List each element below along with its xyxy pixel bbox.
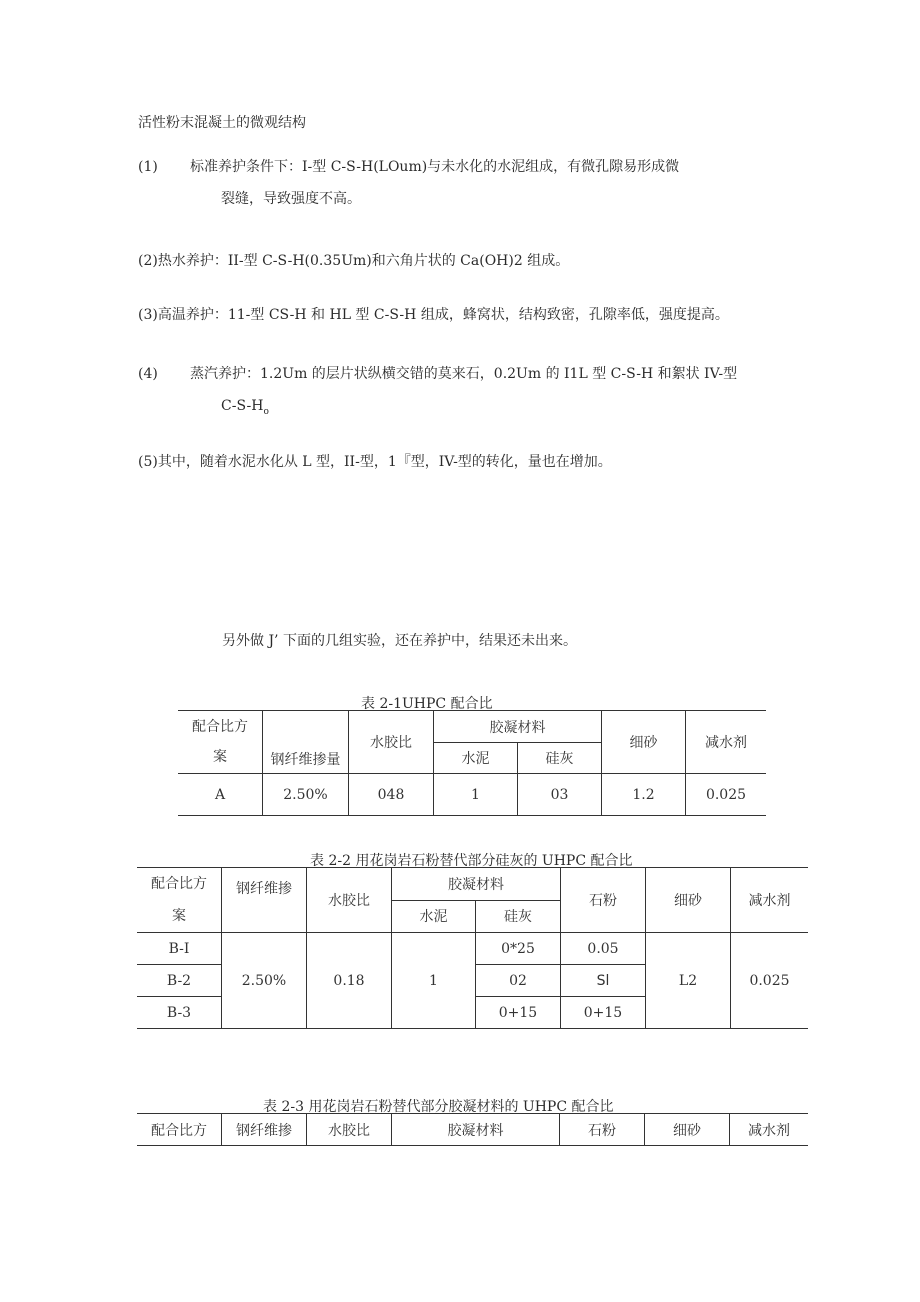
table-cell: B-3: [137, 997, 222, 1029]
item-number: (4): [138, 366, 158, 382]
note-text: 另外做 J’ 下面的几组实验，还在养护中，结果还未出来。: [222, 633, 577, 649]
header-cell: 钢纤维掺量: [263, 711, 349, 774]
header-cell: 减水剂: [731, 868, 809, 933]
item-number: (1): [138, 159, 158, 175]
table-row: [178, 774, 766, 816]
item-text-continued: 裂缝，导致强度不高。: [221, 191, 361, 207]
header-cell: 胶凝材料: [392, 868, 561, 901]
header-text: 配合比方: [192, 719, 248, 735]
table-cell: A: [178, 774, 263, 816]
mix-table-2-1: [178, 710, 766, 816]
header-cell: 钢纤维掺: [222, 868, 307, 933]
item-text: (2)热水养护：II-型 C-S-H(0.35Um)和六角片状的 Ca(OH)2 组成。: [138, 253, 570, 269]
table-cell: L2: [646, 933, 731, 1029]
header-cell: 减水剂: [686, 711, 767, 774]
table-cell: 1: [392, 933, 476, 1029]
item-text-continued: [221, 397, 269, 421]
item-text: (3)高温养护：11-型 CS-H 和 HL 型 C-S-H 组成，蜂窝状，结构致密，孔隙率低，强度提高。: [138, 307, 729, 323]
table-cell: 2.50%: [263, 774, 349, 816]
table-cell: 1.2: [602, 774, 686, 816]
header-cell: 水胶比: [349, 711, 434, 774]
item-text: 蒸汽养护：1.2Um 的层片状纵横交错的莫来石，0.2Um 的 I1L 型 C-S-H 和絮状 IV-型: [190, 366, 738, 382]
table-cell: 0.025: [749, 972, 790, 989]
table-cell: 03: [518, 774, 602, 816]
table-caption: 表 2-2 用花岗岩石粉替代部分硅灰的 UHPC 配合比: [310, 853, 633, 869]
header-cell: 硅灰: [518, 743, 602, 774]
table-cell: 0+15: [476, 997, 561, 1029]
mix-table-2-3: [137, 1113, 808, 1146]
table-cell: 0+15: [561, 997, 646, 1029]
header-cell: 水泥: [434, 743, 518, 774]
table-cell: 048: [349, 774, 434, 816]
item-text: 标准养护条件下：I-型 C-S-H(LOum)与未水化的水泥组成，有微孔隙易形成微: [190, 159, 680, 175]
header-cell: 细砂: [646, 868, 731, 933]
header-cell: 胶凝材料: [392, 1114, 560, 1146]
header-text: 案: [172, 908, 186, 924]
table-cell: 0.18: [307, 933, 392, 1029]
header-cell: 细砂: [602, 711, 686, 774]
header-cell: 钢纤维掺: [222, 1114, 307, 1146]
table-row: [137, 933, 808, 965]
formula-text: C-S-H: [221, 398, 264, 414]
header-cell: [137, 868, 222, 933]
table-cell: 02: [476, 965, 561, 997]
header-cell: 水泥: [392, 900, 476, 933]
table-cell: 0.05: [561, 933, 646, 965]
table-cell: B-I: [137, 933, 222, 965]
table-cell: 0*25: [476, 933, 561, 965]
header-cell: 石粉: [560, 1114, 645, 1146]
header-cell: 石粉: [561, 868, 646, 933]
header-cell: 细砂: [645, 1114, 730, 1146]
table-cell: Sl: [561, 965, 646, 997]
table-caption: 表 2-1UHPC 配合比: [361, 696, 493, 712]
header-cell: 水胶比: [307, 1114, 392, 1146]
table-cell: 2.50%: [222, 933, 307, 1029]
header-cell: 配合比方: [137, 1114, 222, 1146]
header-text: 配合比方: [151, 876, 207, 892]
table-cell: B-2: [137, 965, 222, 997]
table-caption: 表 2-3 用花岗岩石粉替代部分胶凝材料的 UHPC 配合比: [263, 1099, 614, 1115]
mix-table-2-2: [137, 867, 808, 1029]
item-text: (5)其中，随着水泥水化从 L 型，II-型，1『型，IV-型的转化，量也在增加。: [138, 454, 612, 470]
header-cell: 硅灰: [476, 900, 561, 933]
header-cell: 胶凝材料: [434, 711, 602, 743]
header-cell: 水胶比: [307, 868, 392, 933]
header-cell: [178, 711, 263, 774]
table-cell: 0.025: [705, 786, 747, 803]
header-text: 案: [213, 749, 227, 765]
subscript: o: [263, 406, 269, 417]
section-heading: 活性粉末混凝土的微观结构: [138, 115, 306, 131]
header-cell: 减水剂: [748, 1122, 790, 1139]
table-cell: 1: [434, 774, 518, 816]
